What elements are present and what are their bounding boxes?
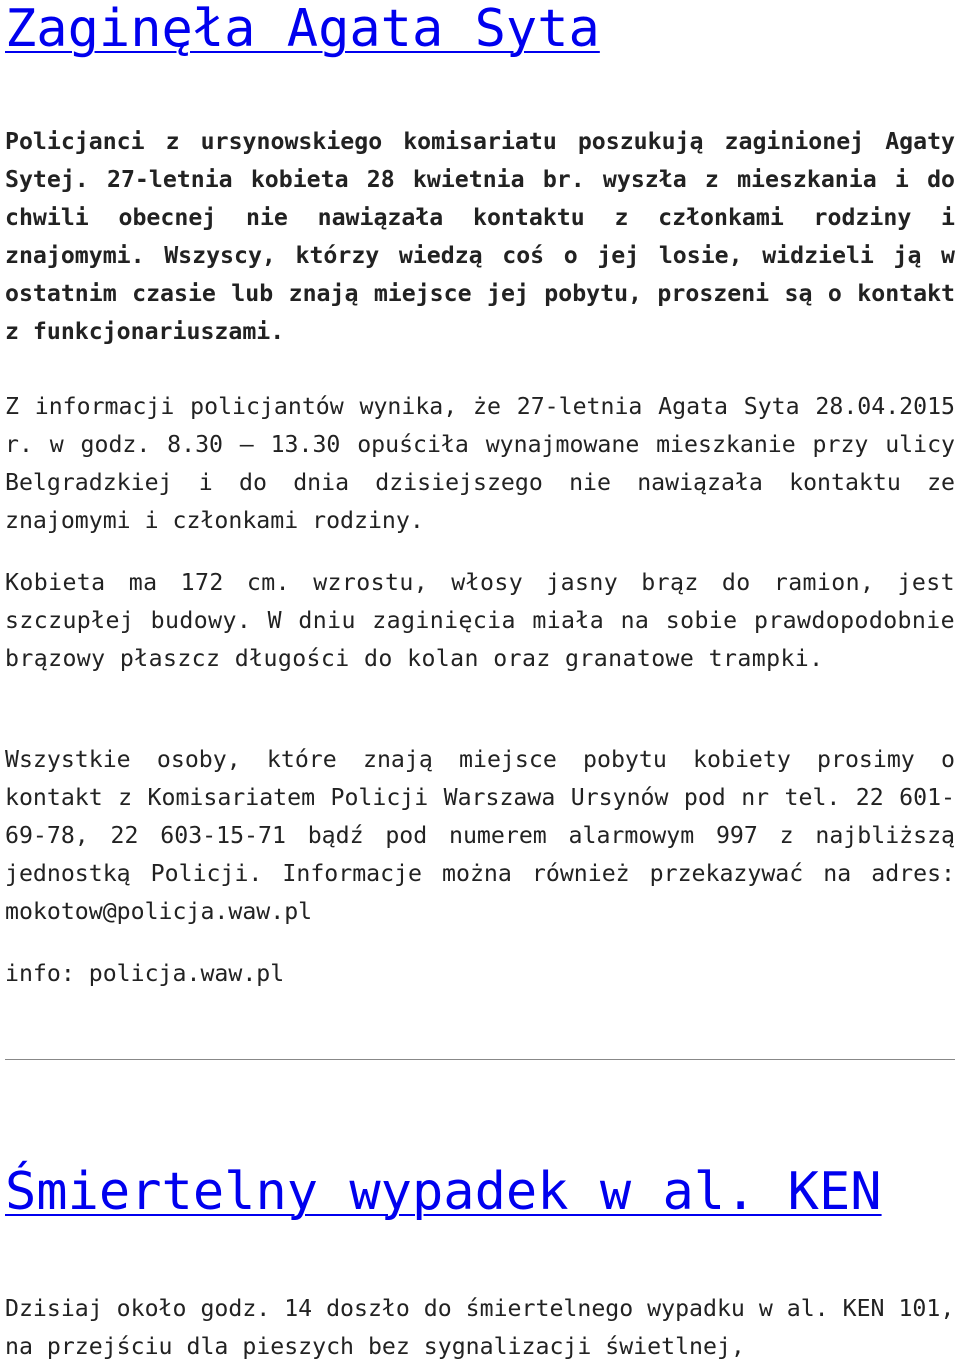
article-paragraph: Kobieta ma 172 cm. wzrostu, włosy jasny brąz do ramion, jest szczupłej budowy. W dniu zaginięcia miała na sobie prawdopodobnie brązowy płaszcz długości do kolan oraz granatowe trampki.: [5, 569, 955, 672]
article-paragraph: Z informacji policjantów wynika, że 27-letnia Agata Syta 28.04.2015 r. w godz. 8.30 – 13.30 opuściła wynajmowane mieszkanie przy ulicy Belgradzkiej i do dnia dzisiejszego nie nawiązała kontaktu ze znajomymi i członkami rodziny.: [5, 393, 955, 534]
article-title-link[interactable]: Śmiertelny wypadek w al. KEN: [5, 1162, 882, 1222]
article-paragraph: Dzisiaj około godz. 14 doszło do śmiertelnego wypadku w al. KEN 101, na przejściu dla pieszych bez sygnalizacji świetlnej,: [5, 1295, 955, 1360]
article-title-link[interactable]: Zaginęła Agata Syta: [5, 0, 600, 59]
article-title: [5, 0, 600, 58]
article-title: [5, 1163, 882, 1221]
article-divider: [5, 1059, 955, 1060]
article-lead: Policjanci z ursynowskiego komisariatu poszukują zaginionej Agaty Sytej. 27-letnia kobieta 28 kwietnia br. wyszła z mieszkania i do chwili obecnej nie nawiązała kontaktu z członkami rodziny i znajomymi. Wszyscy, którzy wiedzą coś o jej losie, widzieli ją w ostatnim czasie lub znają miejsce jej pobytu, proszeni są o kontakt z funkcjonariuszami.: [5, 128, 955, 345]
article-source: info: policja.waw.pl: [5, 960, 285, 987]
article-paragraph: Wszystkie osoby, które znają miejsce pobytu kobiety prosimy o kontakt z Komisariatem Policji Warszawa Ursynów pod nr tel. 22 601- 69-78, 22 603-15-71 bądź pod numerem alarmowym 997 z najbliższą jednostką Policji. Informacje można również przekazywać na adres: mokotow@policja.waw.pl: [5, 746, 955, 925]
